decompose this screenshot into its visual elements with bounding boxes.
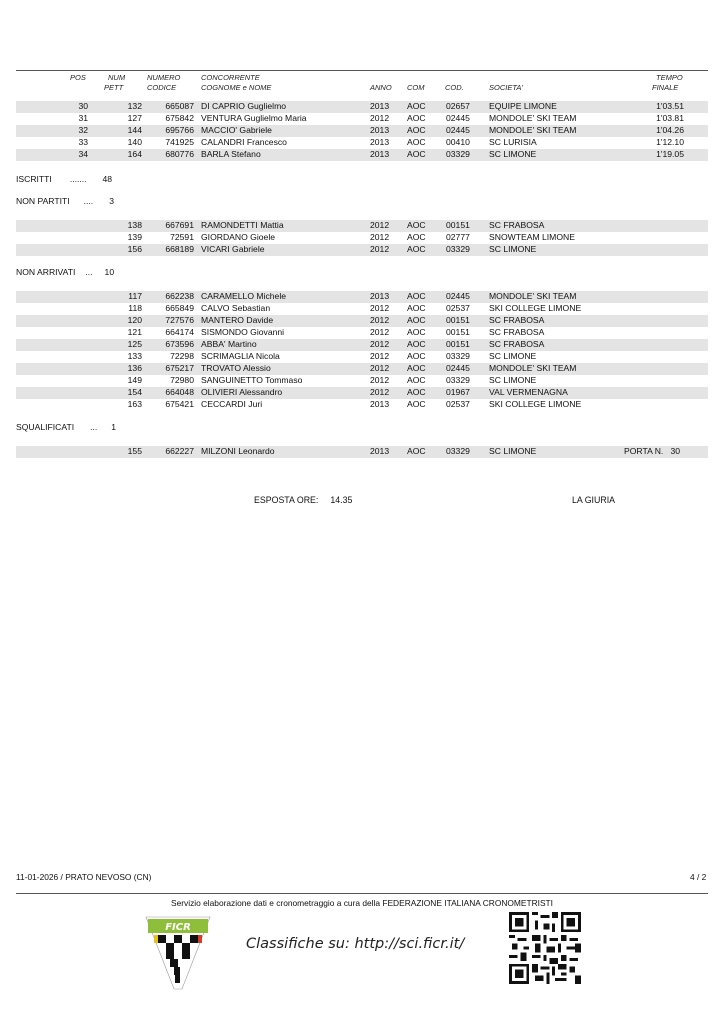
pett: 164: [127, 149, 142, 159]
pett: 154: [127, 387, 142, 397]
table-row: [16, 303, 708, 315]
pett: 117: [128, 291, 142, 301]
cod: 00151: [446, 315, 470, 325]
table-row: [16, 291, 708, 303]
classifiche-link[interactable]: Classifiche su: http://sci.ficr.it/: [246, 936, 465, 952]
pett: 140: [127, 137, 142, 147]
athlete-name: MILZONI Leonardo: [201, 446, 275, 456]
cod: 02777: [446, 232, 470, 242]
com: AOC: [407, 291, 426, 301]
societa: MONDOLE' SKI TEAM: [489, 113, 577, 123]
athlete-name: OLIVIERI Alessandro: [201, 387, 283, 397]
pett: 156: [127, 244, 142, 254]
codice: 72591: [170, 232, 194, 242]
non-partiti-summary: [16, 196, 114, 207]
pos: 34: [78, 149, 88, 159]
table-row: [16, 351, 708, 363]
anno: 2013: [370, 125, 390, 135]
cod: 00151: [446, 220, 470, 230]
societa: SC FRABOSA: [489, 220, 545, 230]
pett: 118: [128, 303, 142, 313]
cod: 02445: [446, 291, 470, 301]
table-row: [16, 220, 708, 232]
codice: 673596: [165, 339, 194, 349]
athlete-name: VICARI Gabriele: [201, 244, 265, 254]
com: AOC: [407, 399, 426, 409]
table-row: [16, 375, 708, 387]
cod: 03329: [446, 375, 470, 385]
table-row: [16, 137, 708, 149]
pett: 139: [127, 232, 142, 242]
qr-code-icon: [506, 912, 584, 984]
anno: 2013: [370, 149, 390, 159]
societa: SC FRABOSA: [489, 339, 545, 349]
anno: 2013: [370, 446, 390, 456]
non-arrivati-dots: ...: [85, 267, 93, 277]
athlete-name: CALVO Sebastian: [201, 303, 271, 313]
la-giuria: LA GIURIA: [572, 495, 616, 505]
pett: 136: [127, 363, 142, 373]
header-cognome-nome: COGNOME e NOME: [201, 83, 272, 92]
tempo: 1'12.10: [656, 137, 684, 147]
header-pett: PETT: [104, 83, 124, 92]
pos: 30: [78, 101, 88, 111]
table-row: [16, 315, 708, 327]
cod: 01967: [446, 387, 470, 397]
non-partiti-label: NON PARTITI: [16, 196, 70, 206]
com: AOC: [407, 315, 426, 325]
codice: 72980: [170, 375, 194, 385]
com: AOC: [407, 113, 426, 123]
tempo: 1'19.05: [656, 149, 684, 159]
anno: 2012: [370, 339, 390, 349]
header-num: NUM: [108, 73, 126, 82]
squalificati-summary: [16, 422, 116, 433]
anno: 2013: [370, 291, 390, 301]
non-arrivati-label: NON ARRIVATI: [16, 267, 76, 277]
pett: 133: [127, 351, 142, 361]
iscritti-label: ISCRITTI: [16, 174, 52, 184]
pos: 32: [78, 125, 88, 135]
footer-page-number: 4 / 2: [690, 872, 707, 882]
pett: 121: [127, 327, 142, 337]
anno: 2012: [370, 351, 390, 361]
svg-text:FICR: FICR: [165, 922, 191, 933]
com: AOC: [407, 149, 426, 159]
com: AOC: [407, 446, 426, 456]
codice: 741925: [165, 137, 194, 147]
anno: 2013: [370, 399, 390, 409]
com: AOC: [407, 101, 426, 111]
anno: 2012: [370, 375, 390, 385]
cod: 02537: [446, 303, 470, 313]
codice: 664048: [165, 387, 194, 397]
com: AOC: [407, 125, 426, 135]
cod: 02445: [446, 125, 470, 135]
codice: 665849: [165, 303, 194, 313]
pett: 163: [127, 399, 142, 409]
cod: 03329: [446, 149, 470, 159]
header-cod: COD.: [445, 83, 464, 92]
footer-date-place: 11-01-2026 / PRATO NEVOSO (CN): [16, 872, 152, 882]
athlete-name: BARLA Stefano: [201, 149, 261, 159]
com: AOC: [407, 375, 426, 385]
cod: 02445: [446, 363, 470, 373]
societa: SC LURISIA: [489, 137, 537, 147]
header-pos: POS: [70, 73, 86, 82]
footer-rule: [16, 893, 708, 894]
header-com: COM: [407, 83, 425, 92]
table-row: [16, 446, 708, 458]
iscritti-dots: .......: [69, 174, 87, 184]
codice: 727576: [165, 315, 194, 325]
com: AOC: [407, 232, 426, 242]
pett: 132: [127, 101, 142, 111]
athlete-name: SCRIMAGLIA Nicola: [201, 351, 280, 361]
athlete-name: SANGUINETTO Tommaso: [201, 375, 303, 385]
codice: 664174: [165, 327, 194, 337]
athlete-name: MANTERO Davide: [201, 315, 274, 325]
table-row: [16, 387, 708, 399]
tempo: 1'03.81: [656, 113, 684, 123]
societa: SC FRABOSA: [489, 315, 545, 325]
table-row: [16, 101, 708, 113]
cod: 03329: [446, 244, 470, 254]
societa: SC LIMONE: [489, 375, 537, 385]
athlete-name: CARAMELLO Michele: [201, 291, 287, 301]
table-row: [16, 399, 708, 411]
squalificati-label: SQUALIFICATI: [16, 422, 75, 432]
societa: SC FRABOSA: [489, 327, 545, 337]
header-finale: FINALE: [652, 83, 679, 92]
athlete-name: CALANDRI Francesco: [201, 137, 287, 147]
societa: EQUIPE LIMONE: [489, 101, 557, 111]
pett: 144: [127, 125, 142, 135]
anno: 2012: [370, 315, 390, 325]
table-row: [16, 125, 708, 137]
societa: SC LIMONE: [489, 351, 537, 361]
anno: 2013: [370, 101, 390, 111]
codice: 680776: [165, 149, 194, 159]
athlete-name: ABBA' Martino: [201, 339, 257, 349]
athlete-name: CECCARDI Juri: [201, 399, 263, 409]
anno: 2012: [370, 113, 390, 123]
anno: 2012: [370, 387, 390, 397]
anno: 2012: [370, 244, 390, 254]
non-arrivati-summary: [16, 267, 114, 278]
anno: 2012: [370, 327, 390, 337]
esposta-ore: [254, 495, 352, 505]
iscritti-summary: [16, 174, 112, 185]
tempo: 1'03.51: [656, 101, 684, 111]
ficr-logo-icon: [144, 913, 212, 991]
table-row: [16, 363, 708, 375]
com: AOC: [407, 327, 426, 337]
esposta-time: 14.35: [330, 495, 353, 505]
non-partiti-dots: ....: [83, 196, 94, 206]
com: AOC: [407, 387, 426, 397]
pett: 149: [127, 375, 142, 385]
non-arrivati-count: 10: [104, 267, 115, 277]
cod: 00151: [446, 327, 470, 337]
header-tempo: TEMPO: [656, 73, 683, 82]
codice: 665087: [165, 101, 194, 111]
societa: SKI COLLEGE LIMONE: [489, 399, 582, 409]
cod: 03329: [446, 446, 470, 456]
societa: SC LIMONE: [489, 244, 537, 254]
header-societa: SOCIETA': [489, 83, 523, 92]
codice: 695766: [165, 125, 194, 135]
non-partiti-count: 3: [109, 196, 114, 206]
codice: 667691: [165, 220, 194, 230]
header-numero: NUMERO: [147, 73, 181, 82]
cod: 02657: [446, 101, 470, 111]
codice: 662227: [165, 446, 194, 456]
com: AOC: [407, 339, 426, 349]
disqualification-note: PORTA N. 30: [624, 446, 681, 456]
com: AOC: [407, 363, 426, 373]
pos: 31: [78, 113, 88, 123]
anno: 2012: [370, 303, 390, 313]
pett: 155: [127, 446, 142, 456]
codice: 675217: [165, 363, 194, 373]
header-concorrente: CONCORRENTE: [201, 73, 260, 82]
header-codice: CODICE: [147, 83, 177, 92]
athlete-name: GIORDANO Gioele: [201, 232, 276, 242]
athlete-name: VENTURA Guglielmo Maria: [201, 113, 307, 123]
pett: 138: [127, 220, 142, 230]
athlete-name: MACCIO' Gabriele: [201, 125, 272, 135]
squalificati-dots: ...: [90, 422, 98, 432]
cod: 00151: [446, 339, 470, 349]
codice: 72298: [170, 351, 194, 361]
anno: 2012: [370, 232, 390, 242]
com: AOC: [407, 351, 426, 361]
anno: 2013: [370, 137, 390, 147]
table-row: [16, 232, 708, 244]
societa: SNOWTEAM LIMONE: [489, 232, 575, 242]
cod: 02445: [446, 113, 470, 123]
societa: MONDOLE' SKI TEAM: [489, 125, 577, 135]
squalificati-count: 1: [111, 422, 117, 432]
header-anno: ANNO: [370, 83, 392, 92]
table-row: [16, 327, 708, 339]
esposta-label: ESPOSTA ORE:: [254, 495, 319, 505]
table-row: [16, 113, 708, 125]
com: AOC: [407, 244, 426, 254]
table-row: [16, 149, 708, 161]
societa: SC LIMONE: [489, 149, 537, 159]
table-row: [16, 339, 708, 351]
com: AOC: [407, 303, 426, 313]
athlete-name: DI CAPRIO Guglielmo: [201, 101, 287, 111]
cod: 03329: [446, 351, 470, 361]
footer-servizio: Servizio elaborazione dati e cronometraggio a cura della FEDERAZIONE ITALIANA CRONOMETRISTI: [171, 898, 553, 908]
table-row: [16, 244, 708, 256]
top-rule: [16, 70, 708, 71]
societa: SC LIMONE: [489, 446, 537, 456]
codice: 662238: [165, 291, 194, 301]
societa: MONDOLE' SKI TEAM: [489, 291, 577, 301]
anno: 2012: [370, 363, 390, 373]
societa: SKI COLLEGE LIMONE: [489, 303, 582, 313]
athlete-name: TROVATO Alessio: [201, 363, 271, 373]
com: AOC: [407, 220, 426, 230]
pett: 127: [127, 113, 142, 123]
athlete-name: RAMONDETTI Mattia: [201, 220, 284, 230]
cod: 02537: [446, 399, 470, 409]
tempo: 1'04.26: [656, 125, 684, 135]
codice: 668189: [165, 244, 194, 254]
pett: 120: [127, 315, 142, 325]
pos: 33: [78, 137, 88, 147]
iscritti-count: 48: [102, 174, 113, 184]
athlete-name: SISMONDO Giovanni: [201, 327, 285, 337]
codice: 675842: [165, 113, 194, 123]
codice: 675421: [165, 399, 194, 409]
anno: 2012: [370, 220, 390, 230]
pett: 125: [127, 339, 142, 349]
cod: 00410: [446, 137, 470, 147]
societa: VAL VERMENAGNA: [489, 387, 568, 397]
com: AOC: [407, 137, 426, 147]
societa: MONDOLE' SKI TEAM: [489, 363, 577, 373]
